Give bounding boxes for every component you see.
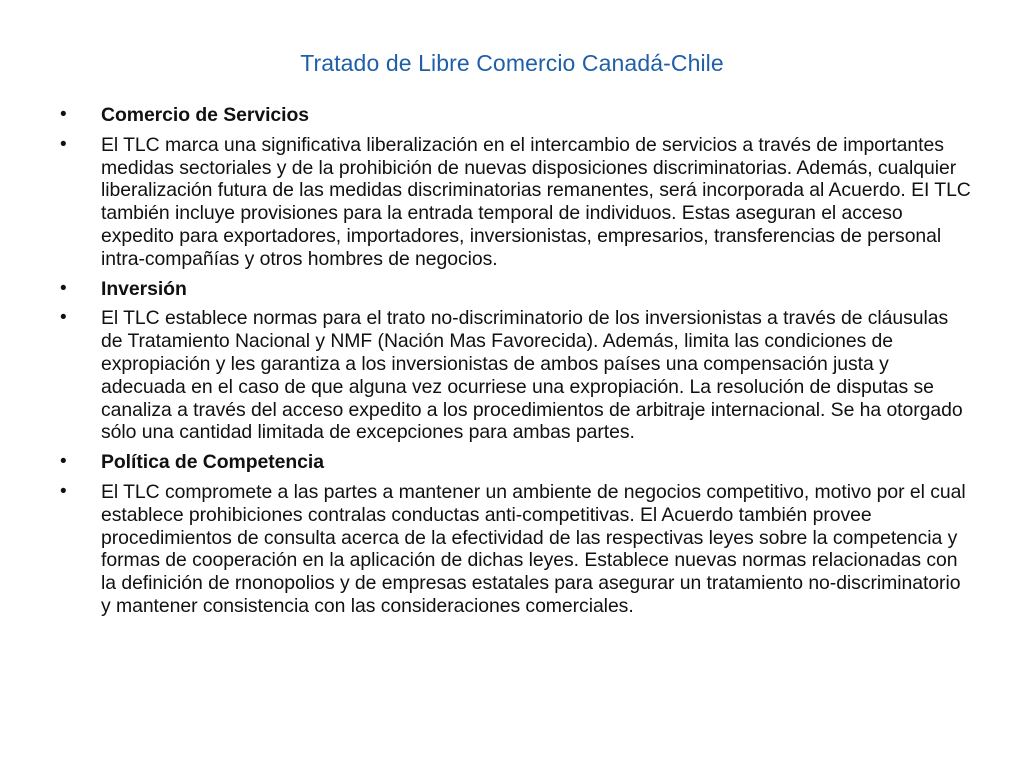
slide-title: Tratado de Libre Comercio Canadá-Chile	[300, 50, 724, 76]
bullet-paragraph-competencia	[60, 481, 972, 618]
bullet-icon: •	[60, 104, 67, 125]
bullet-heading-competencia	[60, 451, 972, 474]
bullet-icon: •	[60, 277, 67, 299]
bullet-icon: •	[60, 451, 67, 473]
bullet-paragraph-inversion	[60, 307, 972, 444]
bullet-text: El TLC establece normas para el trato no-discriminatorio de los inversionistas a través de cláusulas de Tratamiento Nacional y NMF (Nación Mas Favorecida). Además, limita las condiciones de expropiación y les garantiza a los inversionistas de ambos países una compensación justa y adecuada en el caso de que alguna vez ocurriese una expropiación. La resolución de disputas se canaliza a través del acceso expedito a los procedimientos de arbitraje internacional. Se ha otorgado sólo una cantidad limitada de excepciones para ambas partes.	[101, 307, 963, 444]
bullet-text: El TLC compromete a las partes a mantener un ambiente de negocios competitivo, motivo por el cual establece prohibiciones contralas conductas anti-competitivas. El Acuerdo también provee procedimientos de consulta acerca de la efectividad de las respectivas leyes sobre la competencia y formas de cooperación en la aplicación de dichas leyes. Establece nuevas normas relacionadas con la definición de rnonopolios y de empresas estatales para asegurar un tratamiento no-discriminatorio y mantener consistencia con las consideraciones comerciales.	[101, 480, 966, 617]
bullet-list	[60, 104, 972, 625]
bullet-icon: •	[60, 480, 67, 502]
bullet-text: Comercio de Servicios	[101, 104, 310, 126]
bullet-paragraph-servicios	[60, 134, 972, 271]
bullet-heading-comercio-servicios	[60, 104, 972, 127]
bullet-text: Política de Competencia	[101, 451, 324, 474]
bullet-text: El TLC marca una significativa liberalización en el intercambio de servicios a través de importantes medidas sectoriales y de la prohibición de nuevas disposiciones discriminatorias. Además, cualquier liberalización futura de las medidas discriminatorias remanentes, será incorporada al Acuerdo. EI TLC también incluye provisiones para la entrada temporal de individuos. Estas aseguran el acceso expedito para exportadores, importadores, inversionistas, empresarios, transferencias de personal intra-compañías y otros hombres de negocios.	[101, 133, 971, 270]
bullet-icon: •	[60, 133, 67, 155]
bullet-icon: •	[60, 307, 67, 329]
bullet-text: Inversión	[101, 277, 187, 300]
bullet-heading-inversion	[60, 278, 972, 301]
